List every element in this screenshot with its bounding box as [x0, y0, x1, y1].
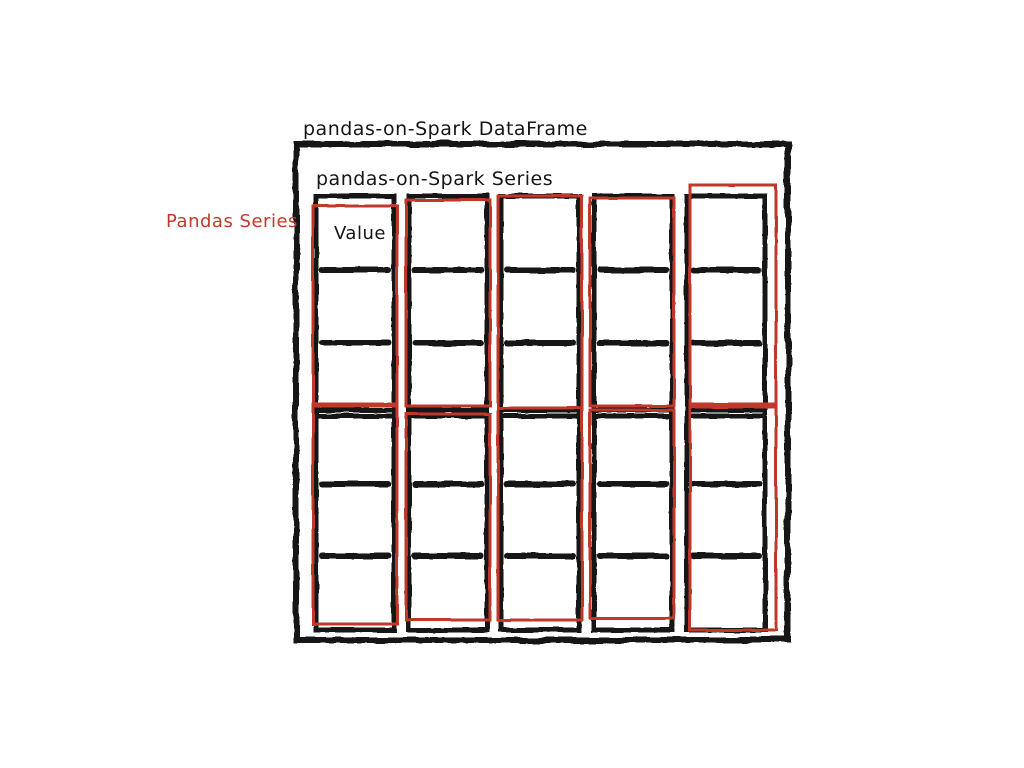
- pandas-series-highlight-3: [498, 196, 582, 408]
- pandas-series-label: Pandas Series: [166, 211, 298, 232]
- pandas-series-highlight-4: [590, 198, 674, 406]
- value-cell-label: Value: [334, 223, 386, 244]
- pandas-series-highlight-8: [498, 408, 582, 620]
- pandas-series-highlight-6: [313, 404, 397, 624]
- cell-dividers-top: [322, 270, 759, 343]
- dataframe-outer-box: [296, 144, 788, 640]
- pandas-series-highlight-2: [406, 200, 490, 406]
- dataframe-title-label: pandas-on-Spark DataFrame: [303, 118, 588, 140]
- series-title-label: pandas-on-Spark Series: [316, 168, 554, 190]
- cell-dividers-bottom: [322, 484, 759, 556]
- column-boxes-bottom: [316, 410, 765, 630]
- pandas-series-highlights: [313, 185, 776, 630]
- pandas-series-highlight-9: [590, 410, 674, 618]
- pandas-series-highlight-7: [406, 414, 490, 620]
